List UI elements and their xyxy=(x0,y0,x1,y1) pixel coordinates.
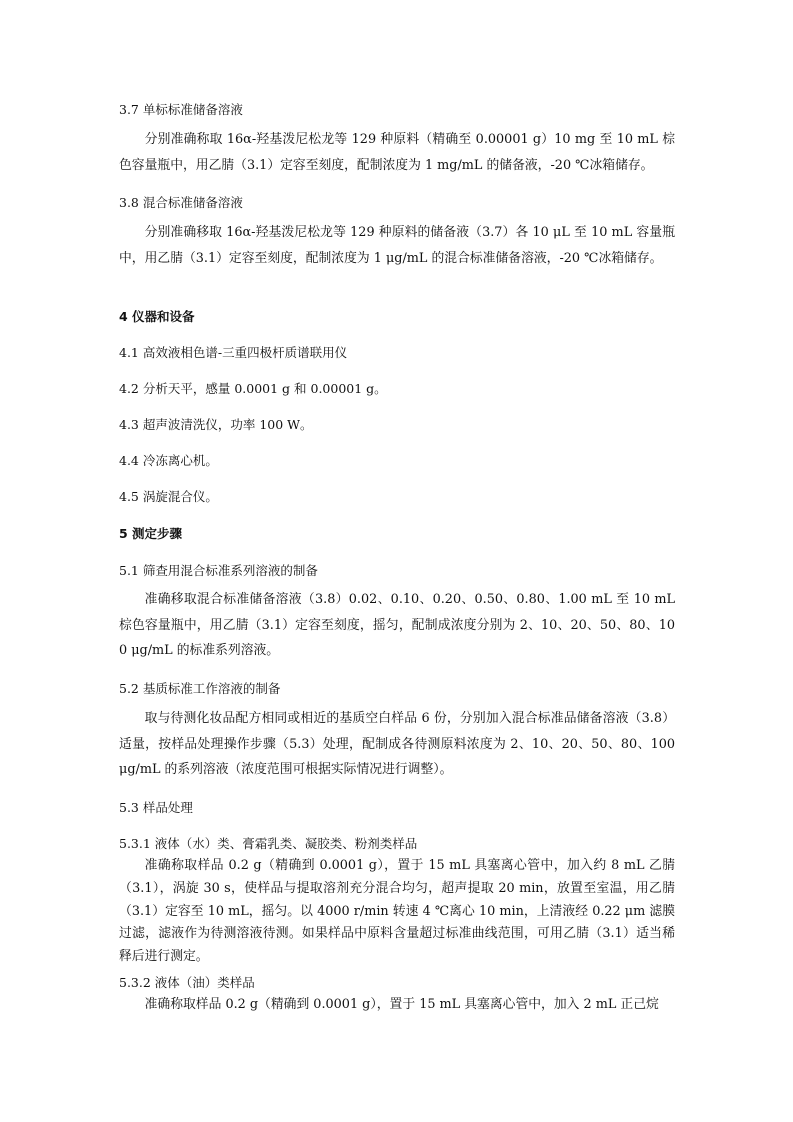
section-3-7-heading: 3.7 单标标准储备溶液 xyxy=(119,102,243,117)
section-5-3-1-text: 准确称取样品 0.2 g（精确到 0.0001 g），置于 15 mL 具塞离心管中，加入约 8 mL 乙腈（3.1），涡旋 30 s，使样品与提取溶剂充分混合均匀，超声提取 20 min，放置至室温，用乙腈（3.1）定容至 10 mL，摇匀。以 4000 r/min 转速 4 ℃离心 10 min，上清液经 0.22 μm 滤膜过滤，滤液作为待测溶液待测。如果样品中原料含量超过标准曲线范围，可用乙腈（3.1）适当稀释后进行测定。 xyxy=(119,858,675,965)
section-4-1: 4.1 高效液相色谱-三重四极杆质谱联用仪 xyxy=(119,345,348,360)
section-5-1-heading: 5.1 筛查用混合标准系列溶液的制备 xyxy=(119,563,318,578)
section-5-heading: 5 测定步骤 xyxy=(119,526,183,541)
section-4-5: 4.5 涡旋混合仪。 xyxy=(119,489,218,504)
section-5-3-1-heading: 5.3.1 液体（水）类、膏霜乳类、凝胶类、粉剂类样品 xyxy=(119,836,418,851)
section-4-2: 4.2 分析天平，感量 0.0001 g 和 0.00001 g。 xyxy=(119,381,387,396)
section-4-heading: 4 仪器和设备 xyxy=(119,309,195,324)
section-5-3-2-text: 准确称取样品 0.2 g（精确到 0.0001 g），置于 15 mL 具塞离心管中，加入 2 mL 正己烷 xyxy=(144,997,659,1012)
section-3-7-text: 分别准确称取 16α-羟基泼尼松龙等 129 种原料（精确至 0.00001 g）10 mg 至 10 mL 棕色容量瓶中，用乙腈（3.1）定容至刻度，配制浓度为 1 mg/mL 的储备液，-20 ℃冰箱储存。 xyxy=(119,132,675,173)
section-4-4: 4.4 冷冻离心机。 xyxy=(119,453,218,468)
section-4-3: 4.3 超声波清洗仪，功率 100 W。 xyxy=(119,417,313,432)
section-5-2-heading: 5.2 基质标准工作溶液的制备 xyxy=(119,681,281,696)
section-5-1-text: 准确移取混合标准储备溶液（3.8）0.02、0.10、0.20、0.50、0.80、1.00 mL 至 10 mL 棕色容量瓶中，用乙腈（3.1）定容至刻度，摇匀，配制成浓度分别为 2、10、20、50、80、100 μg/mL 的标准系列溶液。 xyxy=(119,592,675,658)
section-5-3-2-heading: 5.3.2 液体（油）类样品 xyxy=(119,975,255,990)
section-3-8-heading: 3.8 混合标准储备溶液 xyxy=(119,195,243,210)
section-3-8-text: 分别准确移取 16α-羟基泼尼松龙等 129 种原料的储备液（3.7）各 10 μL 至 10 mL 容量瓶中，用乙腈（3.1）定容至刻度，配制浓度为 1 μg/mL 的混合标准储备溶液，-20 ℃冰箱储存。 xyxy=(119,225,675,266)
section-5-2-text: 取与待测化妆品配方相同或相近的基质空白样品 6 份，分别加入混合标准品储备溶液（3.8）适量，按样品处理操作步骤（5.3）处理，配制成各待测原料浓度为 2、10、20、50、80、100 μg/mL 的系列溶液（浓度范围可根据实际情况进行调整）。 xyxy=(119,711,675,777)
section-5-3-heading: 5.3 样品处理 xyxy=(119,800,193,815)
